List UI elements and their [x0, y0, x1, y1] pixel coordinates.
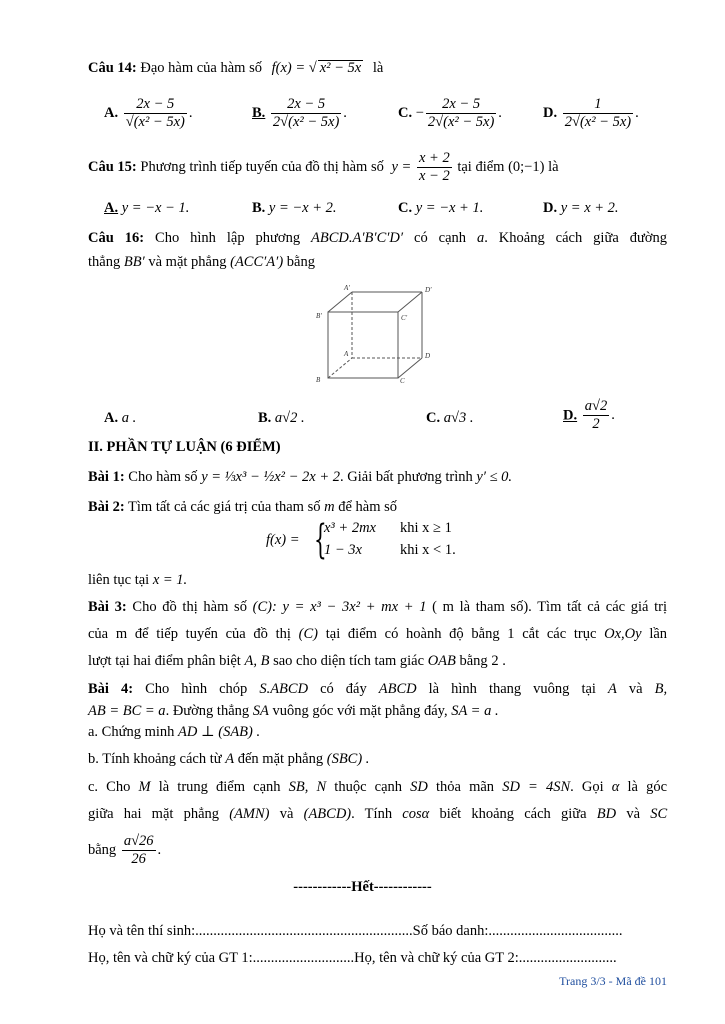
bai4-line2: AB = BC = a. Đường thẳng SA vuông góc với mặt phẳng đáy, SA = a .	[88, 703, 499, 719]
exam-page: Câu 14: Đạo hàm của hàm số f(x) = √ x² − 5x là A. $\frac{2x - 5}{\text{√(x² − 5x)}}$ . B. $\frac{2x - 5}{\text{2√(x² − 5x)}}$ . C. − $\frac{2x - 5}{\text{2√(x² − 5x)}}$ . D. $\frac{1}{\text{2√(x² − 5x)}}$ . Câu 15: Phương trình tiếp tuyến của đồ thị hàm số y = $\frac{x + 2}{x - 2}$ tại điểm (0;−1) là A. y = −x − 1. B. y = −x + 2. C. y = −x + 1. D. y = x + 2. Câu 16: Cho hình lập phương ABCD.A′B′C′D′ có cạnh a. Khoảng cách giữa đường thẳng BB′ và mặt phẳng (ACC′A′) bằng A′ D′ B′ C′ A D B C A. a . B. a√2 . C. a√3 . D. $\frac{a√2}{2}$ . II. PHẦN TỰ LUẬN (6 ĐIỂM) Bài 1: Cho hàm số y = ⅓x³ − ½x² − 2x + 2. Giải bất phương trình y′ ≤ 0. Bài 2: Tìm tất cả các giá trị của tham số m để hàm số f(x) = { x³ + 2mx khi x ≥ 1 1 − 3x khi x < 1. liên tục tại x = 1. Bài 3: Cho đồ thị hàm số (C): y = x³ − 3x² + mx + 1 ( m là tham số). Tìm tất cả các giá trị của m để tiếp tuyến của đồ thị (C) tại điểm có hoành độ bằng 1 cắt các trục Ox,Oy lần lượt tại hai điểm phân biệt A, B sao cho diện tích tam giác OAB bằng 2 . Bài 4: Cho hình chóp S.ABCD có đáy ABCD là hình thang vuông tại A và B, AB = BC = a. Đường thẳng SA vuông góc với mặt phẳng đáy, SA = a . a. Chứng minh AD ⊥ (SAB) . b. Tính khoảng cách từ A đến mặt phẳng (SBC) . c. Cho M là trung điểm cạnh SB, N thuộc cạnh SD thỏa mãn SD = 4SN. Gọi α là góc giữa hai mặt phẳng (AMN) và (ABCD). Tính cosα biết khoảng cách giữa BD và SC bằng $\frac{a√26}{26}$ . ------------Hết------------ Họ và tên thí sinh:............................................................Số báo danh:..................................... Họ, tên và chữ ký của GT 1:............................Họ, tên và chữ ký của GT 2:........................... Trang 3/3 - Mã đề 101	[0, 0, 725, 1024]
q15-option-a[interactable]: A. y = −x − 1.	[104, 200, 190, 216]
q14-option-d[interactable]: D. $\frac{1}{\text{2√(x² − 5x)}}$ .	[543, 96, 639, 130]
q16-stem-line1: Câu 16: Cho hình lập phương ABCD.A′B′C′D′ có cạnh a. Khoảng cách giữa đường	[88, 230, 667, 246]
bai3-line1: Bài 3: Cho đồ thị hàm số (C): y = x³ − 3x² + mx + 1 ( m là tham số). Tìm tất cả các giá trị	[88, 599, 668, 615]
q16-option-b[interactable]: B. a√2 .	[258, 410, 305, 426]
bai3-line2: của m để tiếp tuyến của đồ thị (C) tại điểm có hoành độ bằng 1 cắt các trục Ox,Oy lần	[88, 626, 668, 642]
bai4-part-a: a. Chứng minh AD ⊥ (SAB) .	[88, 724, 261, 740]
page-footer: Trang 3/3 - Mã đề 101	[559, 974, 667, 988]
cube-figure	[310, 282, 440, 390]
cube-label-b1: B′	[316, 312, 322, 320]
end-mark: ------------Hết------------	[293, 879, 432, 895]
bai1: Bài 1: Cho hàm số y = ⅓x³ − ½x² − 2x + 2. Giải bất phương trình y′ ≤ 0.	[88, 469, 513, 485]
brace-icon: {	[314, 517, 327, 563]
cube-label-b: B	[316, 376, 321, 384]
bai2-stem: Bài 2: Tìm tất cả các giá trị của tham số m để hàm số	[88, 499, 398, 515]
q14-label: Câu 14:	[88, 60, 137, 76]
q14-stem: Câu 14: Đạo hàm của hàm số f(x) = √ x² − 5x là	[88, 60, 384, 76]
q14-option-b[interactable]: B. $\frac{2x - 5}{\text{2√(x² − 5x)}}$ .	[252, 96, 347, 130]
bai4-part-c-line2: giữa hai mặt phẳng (AMN) và (ABCD). Tính cosα biết khoảng cách giữa BD và SC	[88, 806, 668, 822]
bai4-part-b: b. Tính khoảng cách từ A đến mặt phẳng (SBC) .	[88, 751, 370, 767]
q14-option-c[interactable]: C. − $\frac{2x - 5}{\text{2√(x² − 5x)}}$ .	[398, 96, 502, 130]
q15-stem: Câu 15: Phương trình tiếp tuyến của đồ thị hàm số y = $\frac{x + 2}{x - 2}$ tại điểm (0;−1) là	[88, 150, 559, 185]
q16-option-a[interactable]: A. a .	[104, 410, 137, 426]
cube-label-c: C	[400, 377, 405, 385]
q16-stem-line2: thẳng BB′ và mặt phẳng (ACC′A′) bằng	[88, 254, 315, 270]
part2-heading: II. PHẦN TỰ LUẬN (6 ĐIỂM)	[88, 439, 281, 455]
bai4-part-c-line1: c. Cho M là trung điểm cạnh SB, N thuộc cạnh SD thỏa mãn SD = 4SN. Gọi α là góc	[88, 779, 668, 795]
cube-label-d: D	[425, 352, 431, 360]
bai3-line3: lượt tại hai điểm phân biệt A, B sao cho diện tích tam giác OAB bằng 2 .	[88, 653, 506, 669]
cube-label-d1: D′	[425, 286, 432, 294]
q14-option-a[interactable]: A. $\frac{2x - 5}{\text{√(x² − 5x)}}$ .	[104, 96, 193, 130]
q15-option-b[interactable]: B. y = −x + 2.	[252, 200, 337, 216]
cube-label-a1: A′	[344, 284, 350, 292]
bai2-after: liên tục tại x = 1.	[88, 572, 188, 588]
cube-label-c1: C′	[401, 314, 408, 322]
cube-label-a: A	[344, 350, 349, 358]
bai4-part-c-line3: bằng $\frac{a√26}{26}$ .	[88, 833, 162, 868]
q16-option-d[interactable]: D. $\frac{a√2}{2}$ .	[563, 398, 615, 432]
q15-option-d[interactable]: D. y = x + 2.	[543, 200, 619, 216]
student-name-line: Họ và tên thí sinh:............................................................Số báo danh:.....................................	[88, 923, 623, 939]
q16-option-c[interactable]: C. a√3 .	[426, 410, 474, 426]
invigilator-sign-line: Họ, tên và chữ ký của GT 1:............................Họ, tên và chữ ký của GT 2:...........................	[88, 950, 617, 966]
q15-option-c[interactable]: C. y = −x + 1.	[398, 200, 484, 216]
bai4-line1: Bài 4: Cho hình chóp S.ABCD có đáy ABCD là hình thang vuông tại A và B,	[88, 681, 668, 697]
